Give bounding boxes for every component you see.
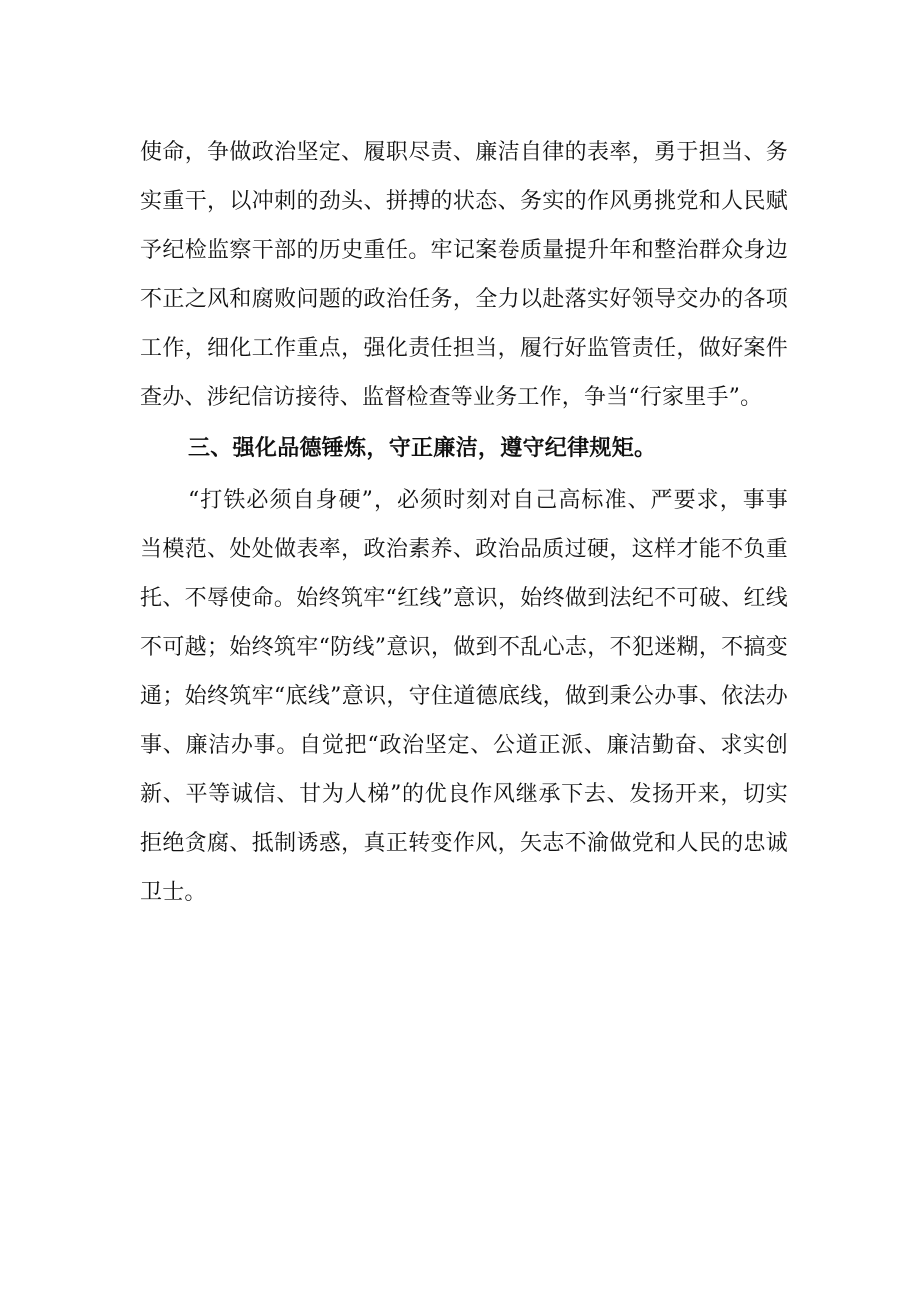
body-paragraph-continued: 使命，争做政治坚定、履职尽责、廉洁自律的表率，勇于担当、务实重干，以冲刺的劲头、拼搏的状态、务实的作风勇挑党和人民赋予纪检监察干部的历史重任。牢记案卷质量提升年和整治群众身边不正之风和腐败问题的政治任务，全力以赴落实好领导交办的各项工作，细化工作重点，强化责任担当，履行好监管责任，做好案件查办、涉纪信访接待、监督检查等业务工作，争当“行家里手”。 [140,140,788,410]
body-paragraph: “打铁必须自身硬”，必须时刻对自己高标准、严要求，事事当模范、处处做表率，政治素养、政治品质过硬，这样才能不负重托、不辱使命。始终筑牢“红线”意识，始终做到法纪不可破、红线不可越；始终筑牢“防线”意识，做到不乱心志，不犯迷糊，不搞变通；始终筑牢“底线”意识，守住道德底线，做到秉公办事、依法办事、廉洁办事。自觉把“政治坚定、公道正派、廉洁勤奋、求实创新、平等诚信、甘为人梯”的优良作风继承下去、发扬开来，切实拒绝贪腐、抵制诱惑，真正转变作风，矢志不渝做党和人民的忠诚卫士。 [140,488,788,905]
section-heading: 三、强化品德锤炼，守正廉洁，遵守纪律规矩。 [188,436,657,461]
document-body [140,128,788,917]
